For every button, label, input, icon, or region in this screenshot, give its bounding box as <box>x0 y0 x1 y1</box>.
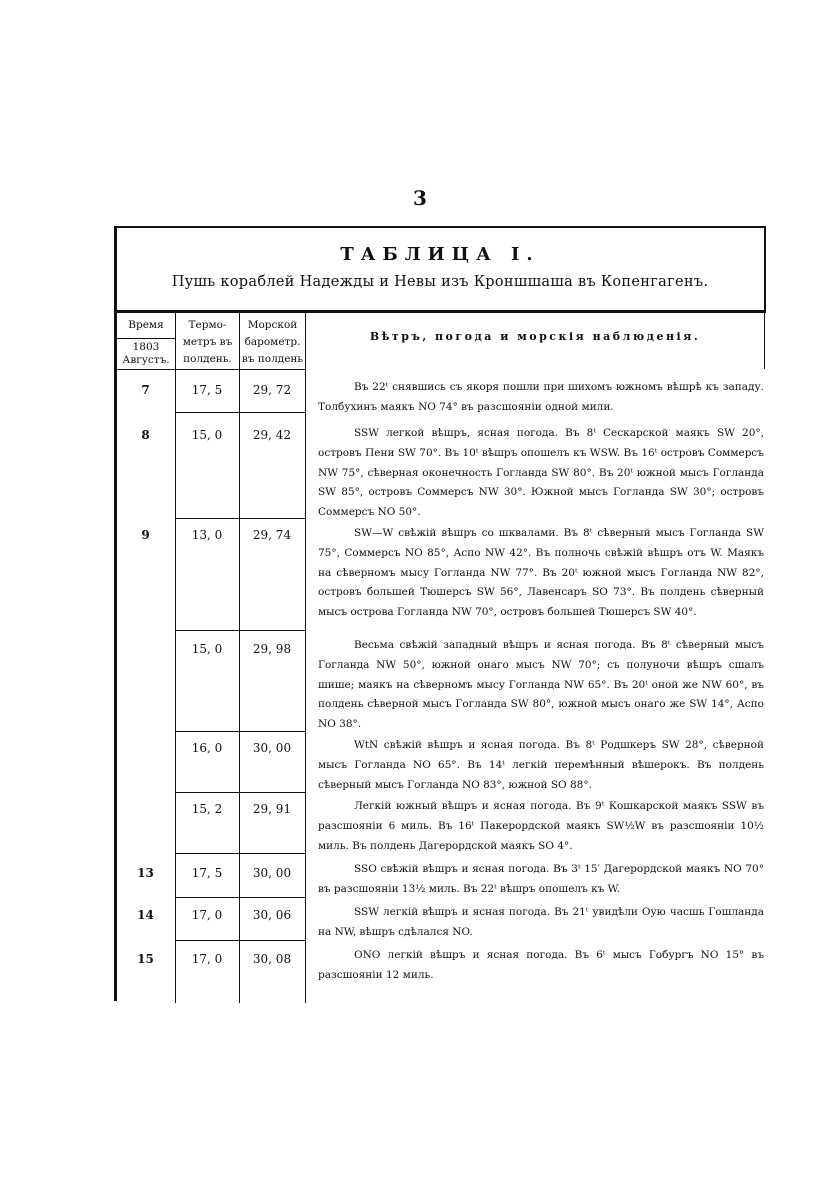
row-separator <box>176 518 305 519</box>
header-therm-line1: Термо- <box>188 319 227 331</box>
table-right-border <box>764 226 766 312</box>
row-thermometer: 13, 0 <box>191 528 223 542</box>
row-separator <box>176 630 305 631</box>
row-date: 9 <box>141 528 150 542</box>
row-separator <box>176 940 305 941</box>
row-date: 8 <box>141 428 150 442</box>
row-thermometer: 17, 5 <box>191 383 223 397</box>
row-separator <box>176 731 305 732</box>
row-thermometer: 17, 5 <box>191 866 223 880</box>
header-bottom-rule <box>114 369 306 370</box>
row-separator <box>176 853 305 854</box>
row-barometer: 30, 00 <box>252 866 292 880</box>
header-therm-line2: метръ въ <box>182 336 233 348</box>
column-divider <box>764 313 765 369</box>
row-barometer: 29, 42 <box>252 428 292 442</box>
row-observation: Легкій южный вѣшръ и ясная погода. Въ 9ᵗ Кошкарской маякъ SSW въ разсшояніи 6 миль. Въ 16ᵗ Пакерордской маякъ SW½W въ разсшояніи 10½ миль. Въ полдень Дагерордской маякъ SO 4°. <box>318 800 764 852</box>
page-number: 3 <box>413 186 427 210</box>
row-separator <box>176 897 305 898</box>
row-date: 13 <box>137 866 154 880</box>
row-thermometer: 16, 0 <box>191 741 223 755</box>
row-barometer: 30, 00 <box>252 741 292 755</box>
table-top-border <box>114 226 766 228</box>
header-baro-line1: Морской <box>247 319 298 331</box>
header-therm-line3: полдень. <box>183 353 232 365</box>
row-date: 15 <box>137 952 154 966</box>
row-barometer: 30, 06 <box>252 908 292 922</box>
row-observation: SW—W свѣжій вѣшръ со шквалами. Въ 8ᵗ сѣверный мысъ Гогланда SW 75°, Соммерсъ NO 85°, Аспо NW 42°. Въ полночь свѣжій вѣшръ отъ W. Маякъ на сѣверномъ мысу Гогланда NW 77°. Въ 20ᵗ южной мысъ Гогланда NW 82°, островъ большей Тюшерсъ SW 56°, Лавенсаръ SO 73°. Въ полдень сѣверный мысъ острова Гогланда NW 70°, островъ большей Тюшерсъ SW 40°. <box>318 527 764 619</box>
column-divider <box>305 313 306 1003</box>
table-title: ТАБЛИЦА I. <box>340 244 540 265</box>
row-observation: WtN свѣжій вѣшръ и ясная погода. Въ 8ᵗ Родшкеръ SW 28°, сѣверной мысъ Гогланда NO 65°. Въ 14ᵗ легкій перемѣнный вѣшерокъ. Въ полдень сѣверный мысъ Гогланда NO 83°, южной SO 88°. <box>318 739 764 791</box>
row-thermometer: 17, 0 <box>191 908 223 922</box>
row-observation: SSW легкой вѣшръ, ясная погода. Въ 8ᵗ Сескарской маякъ SW 20°, островъ Пени SW 70°. Въ 10ᵗ вѣшръ опошелъ къ WSW. Въ 16ᵗ островъ Соммерсъ NW 75°, сѣверная оконечность Гогланда SW 80°. Въ 20ᵗ южной мысъ Гогланда SW 85°, островъ Соммерсъ NW 30°. Южной мысъ Гогланда SW 30°; островъ Соммерсъ NO 50°. <box>318 427 764 519</box>
row-observation: SSW легкій вѣшръ и ясная погода. Въ 21ᵗ увидѣли Оую часшь Гошланда на NW, вѣшръ сдѣлался NO. <box>318 906 764 938</box>
row-barometer: 29, 98 <box>252 642 292 656</box>
row-observation: Въ 22ᵗ снявшись съ якоря пошли при шихомъ южномъ вѣшрѣ къ западу. Толбухинъ маякъ NO 74° въ разсшояніи одной мили. <box>318 381 764 413</box>
row-date: 7 <box>141 383 150 397</box>
row-thermometer: 17, 0 <box>191 952 223 966</box>
header-baro-line3: въ полдень <box>241 353 304 365</box>
row-thermometer: 15, 0 <box>191 428 223 442</box>
header-date-year: 1803 <box>132 341 160 353</box>
table-subtitle: Пушь кораблей Надежды и Невы изъ Кроншшаша въ Копенгагенъ. <box>171 274 709 290</box>
row-thermometer: 15, 2 <box>191 802 223 816</box>
row-observation: SSO свѣжій вѣшръ и ясная погода. Въ 3ᵗ 15′ Дагерордской маякъ NO 70° въ разсшояніи 13½ миль. Въ 22ᵗ вѣшръ опошелъ къ W. <box>318 863 764 895</box>
row-barometer: 30, 08 <box>252 952 292 966</box>
row-thermometer: 15, 0 <box>191 642 223 656</box>
row-barometer: 29, 91 <box>252 802 292 816</box>
row-barometer: 29, 74 <box>252 528 292 542</box>
header-rule <box>114 310 766 313</box>
header-baro-line2: барометр. <box>244 336 301 348</box>
header-date-title: Время <box>128 319 164 331</box>
header-date-month: Августъ. <box>122 354 170 366</box>
row-observation: ONO легкій вѣшръ и ясная погода. Въ 6ᵗ мысъ Гобургъ NO 15° въ разсшояніи 12 миль. <box>318 949 764 981</box>
header-observations: Вѣтръ, погода и морскія наблюденія. <box>369 330 701 343</box>
row-separator <box>176 792 305 793</box>
row-barometer: 29, 72 <box>252 383 292 397</box>
date-header-rule <box>117 338 175 339</box>
column-divider <box>239 313 240 1003</box>
row-separator <box>176 412 305 413</box>
row-observation: Весьма свѣжій западный вѣшръ и ясная погода. Въ 8ᵗ сѣверный мысъ Гогланда NW 50°, южной онаго мысъ NW 70°; съ полуночи вѣшръ сшалъ шише; маякъ на сѣверномъ мысу Гогланда NW 65°. Въ 20ᵗ оной же NW 60°, въ полдень сѣверной мысъ Гогланда SW 80°, южной мысъ онаго же SW 14°, Аспо NO 38°. <box>318 639 764 731</box>
row-date: 14 <box>137 908 154 922</box>
column-divider <box>175 313 176 1003</box>
